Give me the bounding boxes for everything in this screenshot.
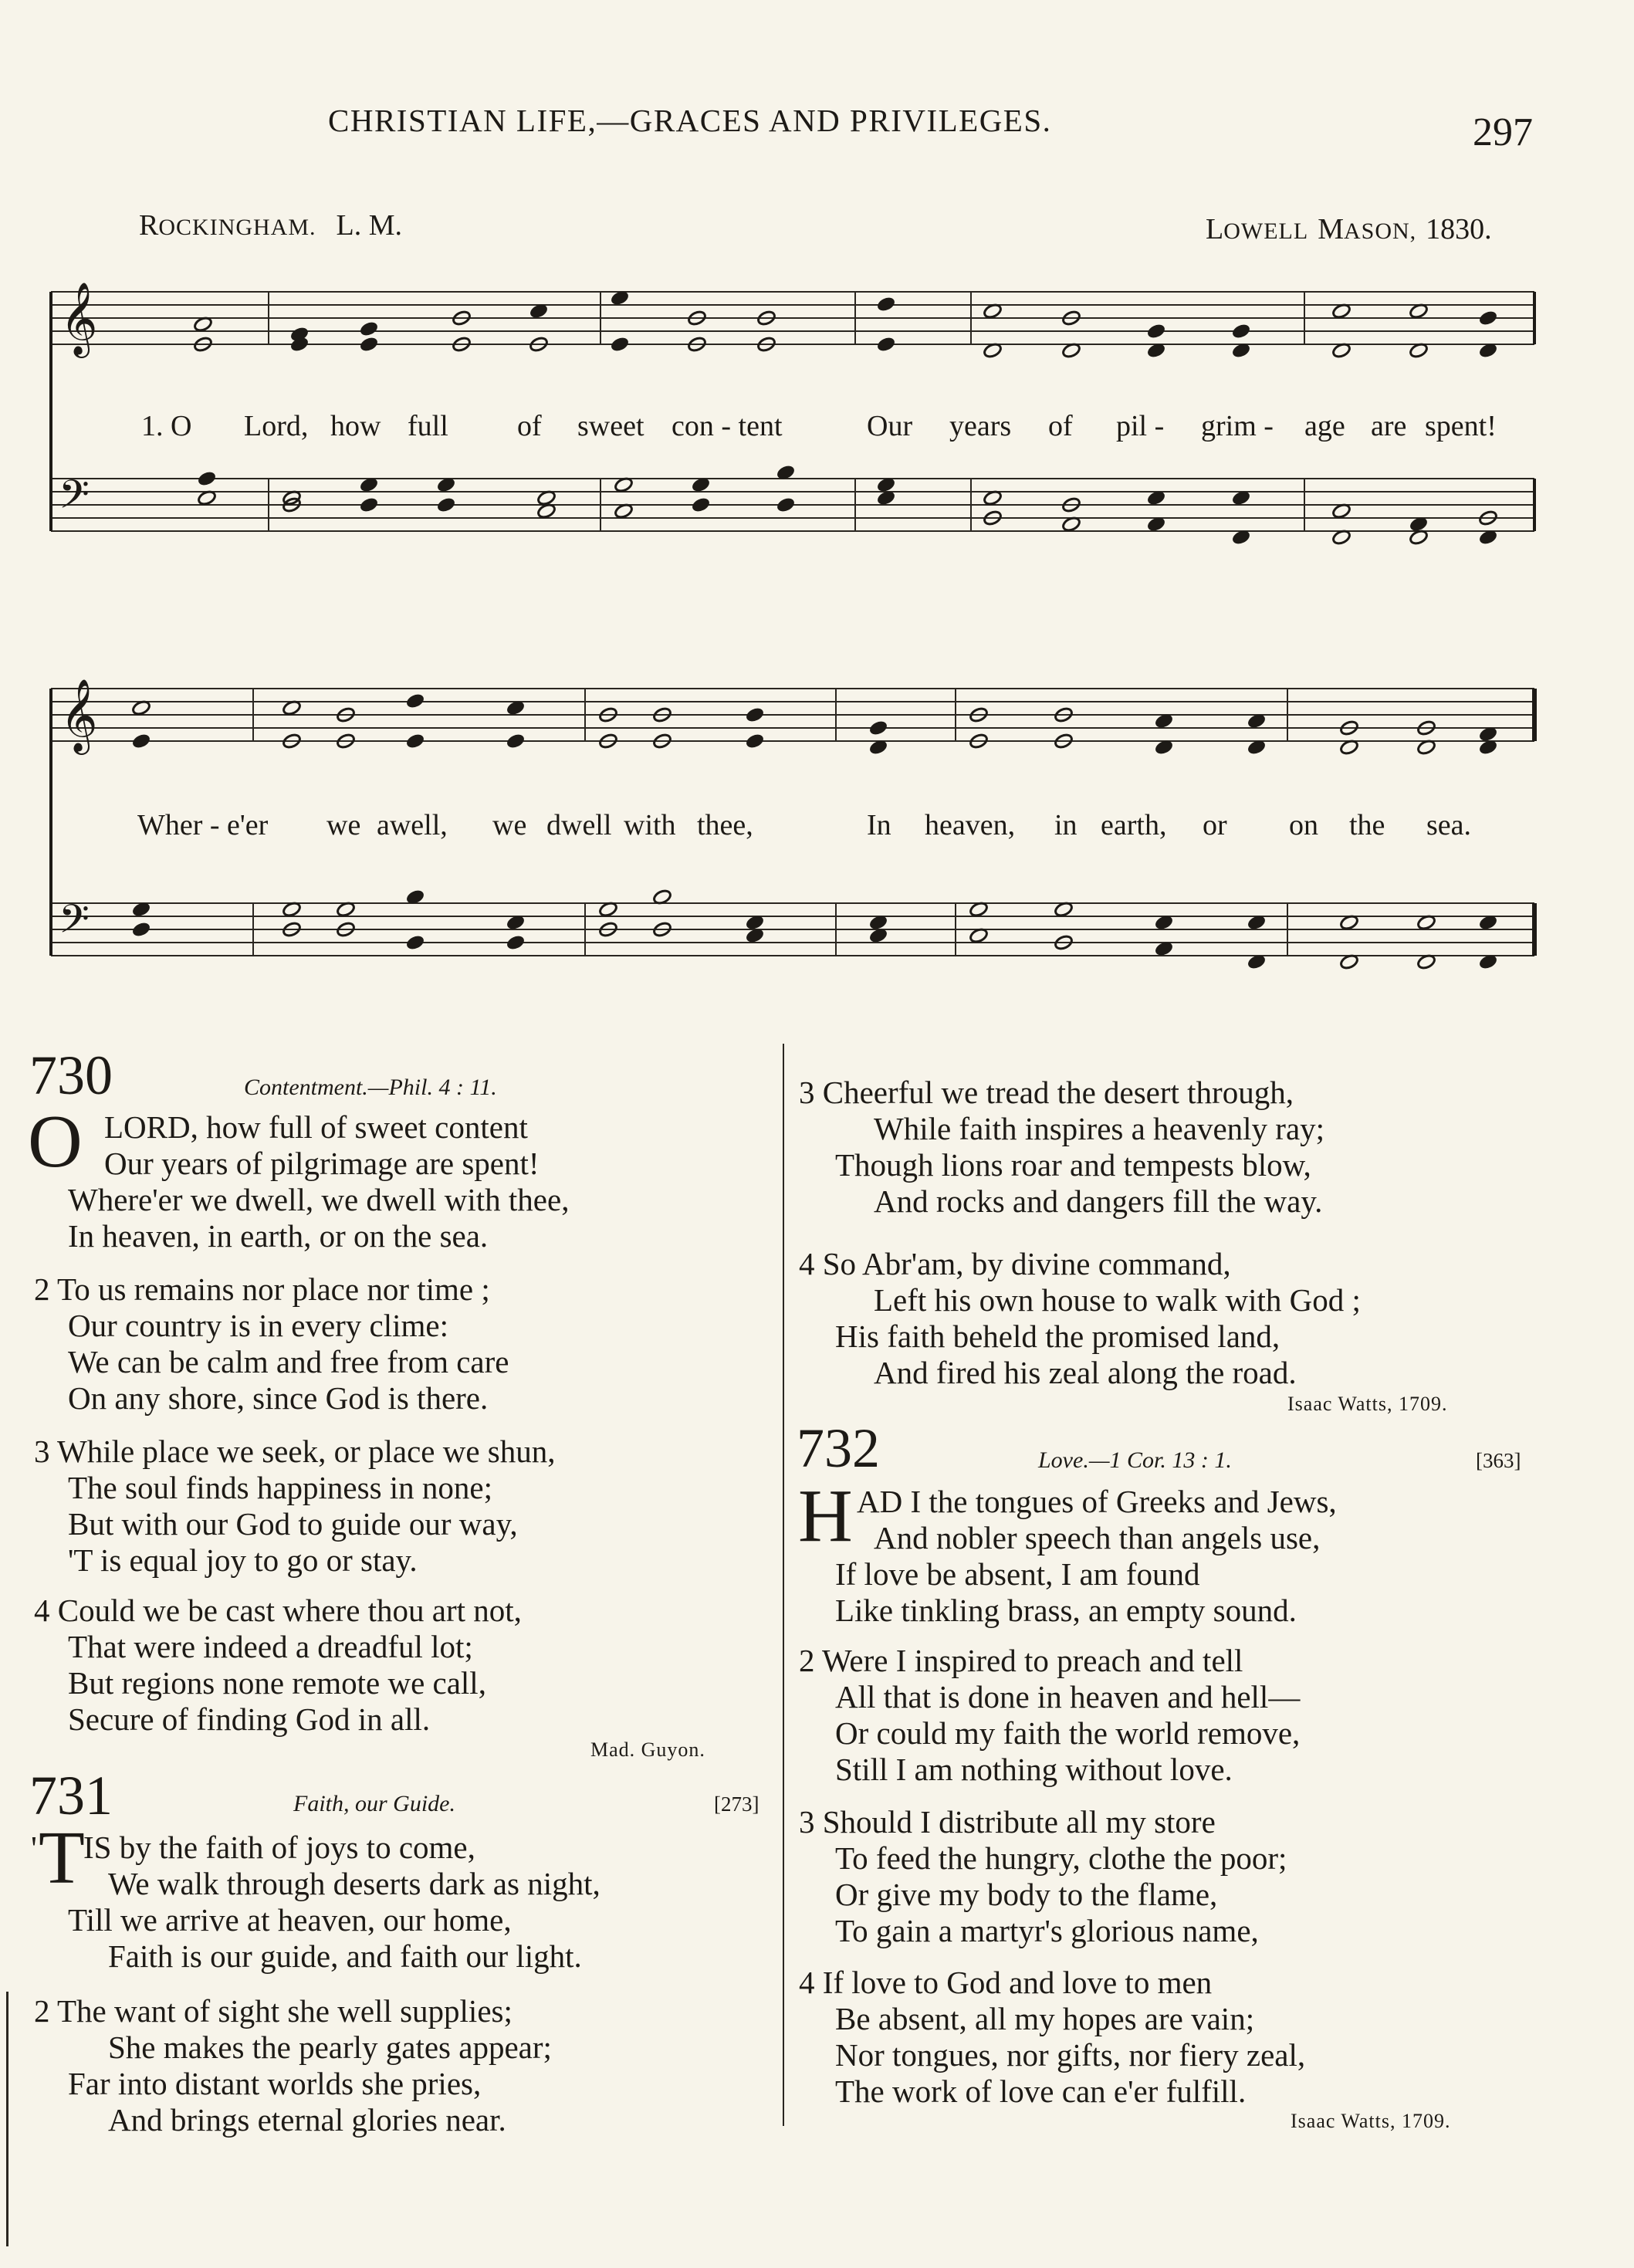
lyric-word: grim -	[1201, 410, 1274, 442]
verse-line: And rocks and dangers fill the way.	[874, 1183, 1323, 1219]
verse-line: 3 While place we seek, or place we shun,	[34, 1434, 556, 1469]
verse-line: 4 Could we be cast where thou art not,	[34, 1593, 522, 1628]
quarter-note	[1478, 310, 1498, 327]
hymn-reference: [273]	[714, 1792, 759, 1816]
lyric-word: in	[1054, 809, 1077, 841]
verse-line: Faith is our guide, and faith our light.	[108, 1938, 582, 1974]
verse-line: The work of love can e'er fulfill.	[835, 2073, 1247, 2109]
quarter-note	[359, 496, 379, 513]
lyric-word: years	[949, 410, 1012, 442]
lyric-word: Our	[867, 410, 913, 442]
lyric-word: spent!	[1425, 410, 1497, 442]
verse-line: All that is done in heaven and hell—	[835, 1679, 1301, 1715]
verse-line: On any shore, since God is there.	[68, 1380, 489, 1416]
verse-line: Like tinkling brass, an empty sound.	[835, 1593, 1297, 1628]
lyric-word: age	[1304, 410, 1345, 442]
hymn-author: Mad. Guyon.	[590, 1738, 705, 1761]
quarter-note	[359, 320, 379, 337]
verse-line: Our years of pilgrimage are spent!	[104, 1146, 540, 1181]
hymn-subtitle: Love.—1 Cor. 13 : 1.	[1038, 1447, 1232, 1473]
hymn-number: 730	[29, 1044, 113, 1106]
verse-line: 2 The want of sight she well supplies;	[34, 1993, 513, 2029]
verse-line: 4 If love to God and love to men	[799, 1965, 1213, 2000]
hymn-subtitle: Contentment.—Phil. 4 : 11.	[244, 1075, 497, 1100]
verse-line: We walk through deserts dark as night,	[108, 1866, 600, 1901]
verse-line: AD I the tongues of Greeks and Jews,	[857, 1484, 1337, 1519]
quarter-note	[359, 336, 379, 353]
composer-rest-1: OWELL	[1223, 218, 1309, 244]
treble-clef-icon: 𝄞	[60, 679, 98, 752]
lyric-word: Wher - e'er	[137, 809, 269, 841]
hymn-author: Isaac Watts, 1709.	[1287, 1393, 1448, 1415]
tune-meter: L. M.	[336, 209, 403, 242]
verse-line: To feed the hungry, clothe the poor;	[835, 1840, 1287, 1876]
lyric-word: 1. O	[141, 410, 192, 442]
hymn-subtitle: Faith, our Guide.	[293, 1791, 455, 1816]
verse-line: If love be absent, I am found	[835, 1556, 1200, 1592]
lyric-word: awell,	[377, 809, 448, 841]
verse-line: But with our God to guide our way,	[68, 1506, 518, 1542]
lyric-word: pil -	[1116, 410, 1165, 442]
verse-line: Left his own house to walk with God ;	[874, 1282, 1361, 1318]
lyric-word: sweet	[577, 410, 644, 442]
lyric-word: dwell	[546, 809, 612, 841]
quarter-note	[691, 496, 711, 513]
column-divider	[783, 1044, 784, 2126]
bass-clef-icon: 𝄢	[59, 895, 90, 952]
hymn-number: 731	[29, 1765, 113, 1826]
lyric-word: are	[1371, 410, 1407, 442]
verse-line: In heaven, in earth, or on the sea.	[68, 1218, 489, 1254]
verse-line: LORD, how full of sweet content	[104, 1109, 528, 1145]
verse-line: Till we arrive at heaven, our home,	[68, 1902, 512, 1938]
page-number: 297	[1473, 110, 1533, 154]
verse-line: To gain a martyr's glorious name,	[835, 1913, 1259, 1948]
quarter-note	[405, 733, 425, 750]
verse-line: IS by the faith of joys to come,	[83, 1830, 475, 1865]
dropcap: O	[28, 1100, 83, 1183]
verse-line: And nobler speech than angels use,	[874, 1520, 1321, 1555]
quarter-note	[405, 692, 425, 709]
verse-line: Far into distant worlds she pries,	[68, 2066, 482, 2101]
dropcap: T	[39, 1816, 85, 1900]
verse-line: 3 Cheerful we tread the desert through,	[799, 1075, 1294, 1110]
quarter-note	[131, 733, 151, 750]
lyric-word: with	[624, 809, 676, 841]
quarter-note	[131, 921, 151, 938]
tune-name	[139, 208, 402, 242]
lyric-word: In	[867, 809, 891, 841]
quarter-note	[745, 733, 765, 750]
verse-line: The soul finds happiness in none;	[68, 1470, 493, 1505]
verse-line: Our country is in every clime:	[68, 1308, 449, 1343]
lyric-word: we	[492, 809, 527, 841]
quarter-note	[436, 496, 456, 513]
hymn-number: 732	[797, 1417, 880, 1479]
music-system-1	[45, 262, 1538, 587]
lyric-word: Lord,	[244, 410, 309, 442]
quarter-note	[1231, 323, 1251, 340]
verse-line: We can be calm and free from care	[68, 1344, 509, 1379]
quarter-note	[405, 934, 425, 951]
composer-credit	[1206, 212, 1492, 246]
composer-rest-2: ASON,	[1343, 218, 1417, 244]
quarter-note	[876, 296, 896, 313]
verse-line: His faith beheld the promised land,	[835, 1318, 1280, 1354]
quarter-note	[506, 934, 526, 951]
quarter-note	[506, 733, 526, 750]
hymn-reference: [363]	[1476, 1449, 1521, 1472]
verse-line: 'T is equal joy to go or stay.	[68, 1542, 418, 1578]
music-system-2	[45, 656, 1538, 1011]
bass-clef-icon: 𝄢	[59, 471, 90, 527]
lyric-word: on	[1289, 809, 1318, 841]
verse-line: Or give my body to the flame,	[835, 1877, 1218, 1912]
verse-line: Secure of finding God in all.	[68, 1701, 431, 1737]
lyric-word: full	[408, 410, 448, 442]
lyric-word: of	[517, 410, 542, 442]
lyric-word: thee,	[697, 809, 753, 841]
treble-clef-icon: 𝄞	[60, 282, 98, 355]
lyric-word: the	[1349, 809, 1385, 841]
quarter-note	[1146, 323, 1166, 340]
dropcap-prefix: '	[31, 1830, 37, 1867]
verse-line: Still I am nothing without love.	[835, 1752, 1233, 1787]
composer-initial-2: M	[1318, 213, 1344, 245]
hymn-author: Isaac Watts, 1709.	[1291, 2110, 1451, 2132]
verse-line: 3 Should I distribute all my store	[799, 1804, 1216, 1840]
verse-line: Where'er we dwell, we dwell with thee,	[68, 1182, 570, 1217]
tune-name-initial: R	[139, 209, 159, 242]
quarter-note	[868, 719, 888, 736]
lyric-word: sea.	[1426, 809, 1472, 841]
lyric-word: of	[1048, 410, 1073, 442]
lyric-word: how	[330, 410, 381, 442]
verse-line: 2 Were I inspired to preach and tell	[799, 1643, 1243, 1678]
verse-line: 4 So Abr'am, by divine command,	[799, 1246, 1231, 1281]
verse-line: 2 To us remains nor place nor time ;	[34, 1271, 490, 1307]
lyric-word: we	[326, 809, 361, 841]
running-head: CHRISTIAN LIFE,—GRACES AND PRIVILEGES.	[328, 103, 1052, 138]
quarter-note	[610, 336, 630, 353]
verse-line: Nor tongues, nor gifts, nor fiery zeal,	[835, 2037, 1306, 2073]
quarter-note	[745, 706, 765, 723]
lyric-word: earth,	[1101, 809, 1167, 841]
verse-line: And fired his zeal along the road.	[874, 1355, 1297, 1390]
tune-name-rest: OCKINGHAM.	[158, 215, 316, 240]
quarter-note	[876, 336, 896, 353]
quarter-note	[776, 496, 796, 513]
dropcap: H	[798, 1474, 853, 1558]
lyric-word: con - tent	[672, 410, 783, 442]
verse-line: Though lions roar and tempests blow,	[835, 1147, 1311, 1183]
verse-line: And brings eternal glories near.	[108, 2102, 506, 2138]
composer-initial-1: L	[1206, 213, 1224, 245]
quarter-note	[197, 470, 217, 487]
verse-line: But regions none remote we call,	[68, 1665, 486, 1701]
verse-line: That were indeed a dreadful lot;	[68, 1629, 473, 1664]
lyric-word: or	[1203, 809, 1227, 841]
verse-line: Or could my faith the world remove,	[835, 1715, 1301, 1751]
verse-line: She makes the pearly gates appear;	[108, 2029, 552, 2065]
composer-year: 1830.	[1426, 213, 1492, 245]
verse-line: While faith inspires a heavenly ray;	[874, 1111, 1325, 1146]
margin-mark	[6, 1992, 8, 2246]
lyric-word: heaven,	[925, 809, 1016, 841]
verse-line: Be absent, all my hopes are vain;	[835, 2001, 1255, 2036]
